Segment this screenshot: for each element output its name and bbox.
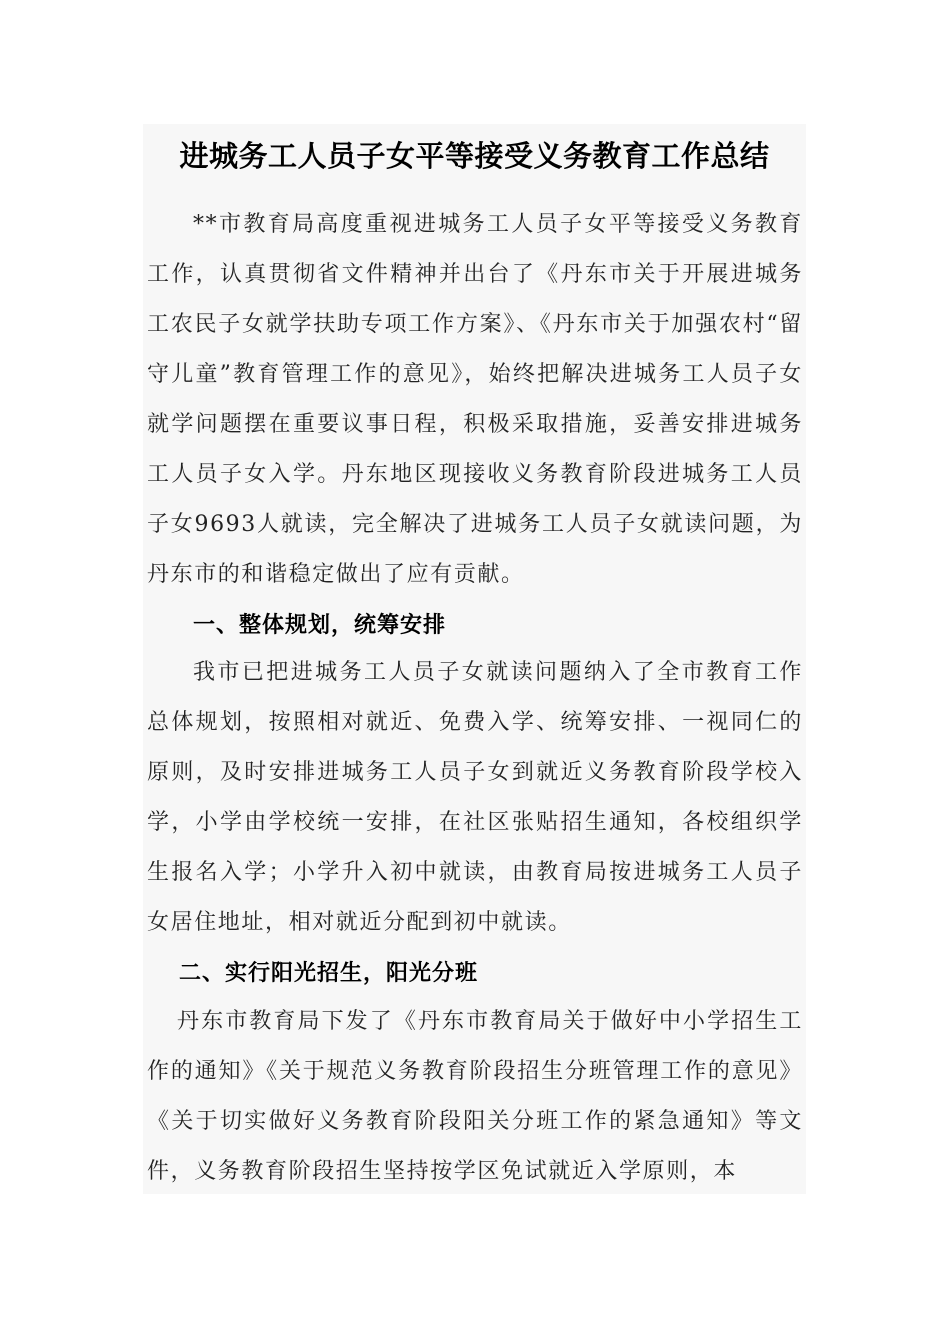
document-body	[143, 124, 806, 1194]
document-title: 进城务工人员子女平等接受义务教育工作总结	[179, 139, 770, 173]
section-heading-planning: 一、整体规划，统筹安排	[193, 612, 447, 638]
section-heading-enrollment: 二、实行阳光招生，阳光分班	[179, 960, 479, 986]
intro-paragraph: **市教育局高度重视进城务工人员子女平等接受义务教育工作，认真贯彻省文件精神并出台了《丹东市关于开展进城务工农民子女就学扶助专项工作方案》、《丹东市关于加强农村“留守儿童”教育管理工作的意见》，始终把解决进城务工人员子女就学问题摆在重要议事日程，积极采取措施，妥善安排进城务工人员子女入学。丹东地区现接收义务教育阶段进城务工人员子女9693人就读，完全解决了进城务工人员子女就读问题，为丹东市的和谐稳定做出了应有贡献。	[147, 212, 803, 587]
enrollment-paragraph: 丹东市教育局下发了《丹东市教育局关于做好中小学招生工作的通知》《关于规范义务教育阶段招生分班管理工作的意见》《关于切实做好义务教育阶段阳关分班工作的紧急通知》等文件，义务教育阶段招生坚持按学区免试就近入学原则，本	[147, 1009, 803, 1184]
planning-paragraph: 我市已把进城务工人员子女就读问题纳入了全市教育工作总体规划，按照相对就近、免费入学、统筹安排、一视同仁的原则，及时安排进城务工人员子女到就近义务教育阶段学校入学，小学由学校统一安排，在社区张贴招生通知，各校组织学生报名入学；小学升入初中就读，由教育局按进城务工人员子女居住地址，相对就近分配到初中就读。	[147, 660, 803, 935]
